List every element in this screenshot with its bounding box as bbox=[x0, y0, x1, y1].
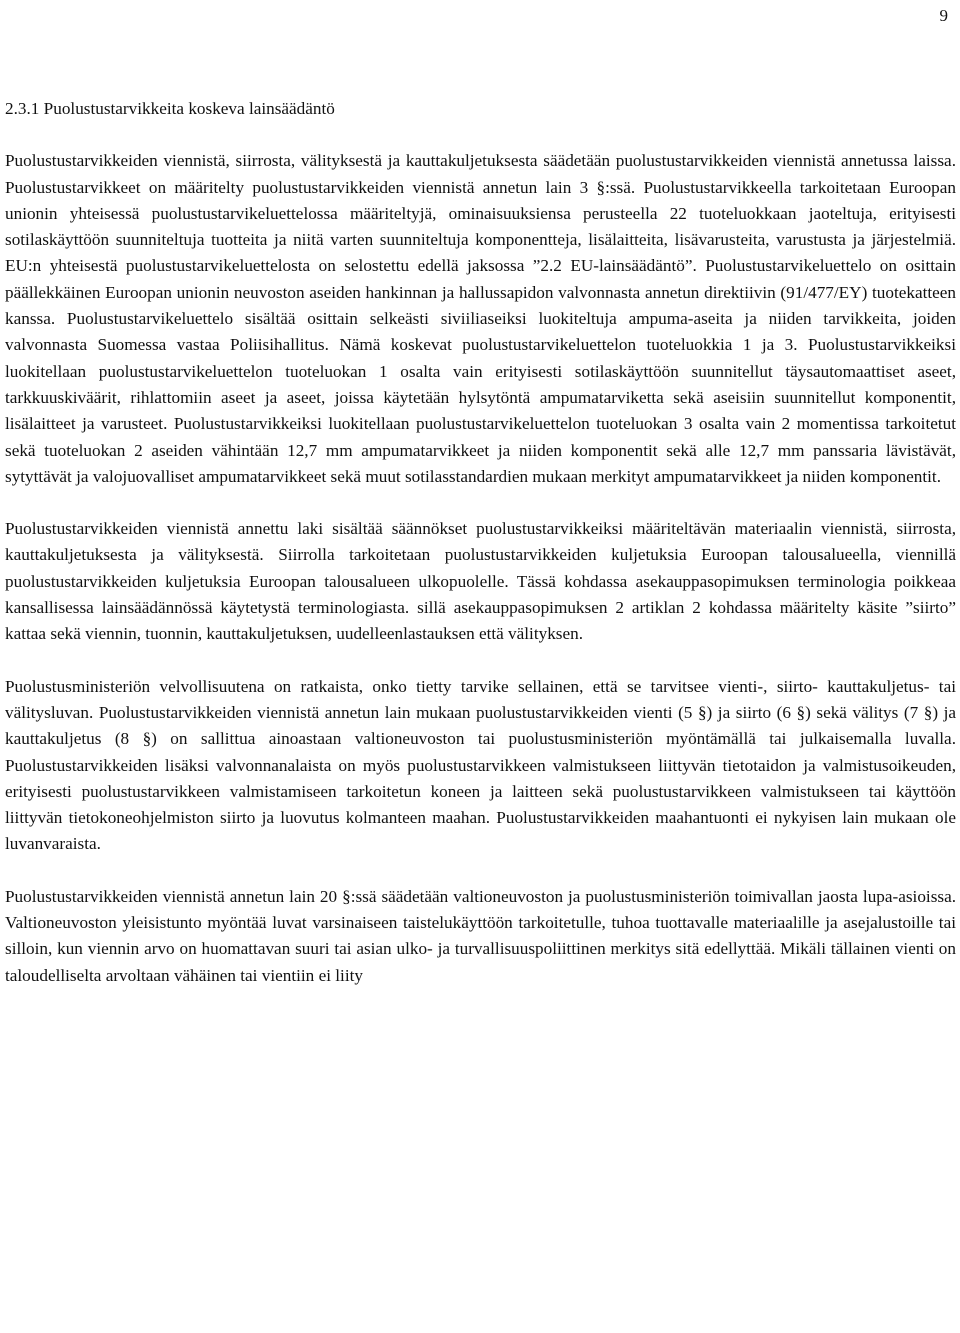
section-heading: 2.3.1 Puolustustarvikkeita koskeva lainsäädäntö bbox=[5, 99, 335, 118]
paragraph-1: Puolustustarvikkeiden viennistä, siirrosta, välityksestä ja kauttakuljetuksesta säädetään puolustustarvikkeiden viennistä annetussa laissa. Puolustustarvikkeet on määritelty puolustustarvikkeiden viennistä annetun lain 3 §:ssä. Puolustustarvikkeella tarkoitetaan Euroopan unionin yhteisessä puolustustarvikeluettelossa määriteltyjä, ominaisuuksiensa perusteella 22 tuoteluokkaan jaoteltuja, erityisesti sotilaskäyttöön suunniteltuja tuotteita ja niitä varten suunniteltuja komponentteja, lisälaitteita, lisävarusteita, varustusta ja järjestelmiä. EU:n yhteisestä puolustustarvikeluettelosta on selostettu edellä jaksossa ”2.2 EU-lainsäädäntö”. Puolustustarvikeluettelo on osittain päällekkäinen Euroopan unionin neuvoston aseiden hankinnan ja hallussapidon valvonnasta annetun direktiivin (91/477/EY) tuotekatteen kanssa. Puolustustarvikeluettelo sisältää osittain selkeästi siviiliaseiksi luokiteltuja ampuma-aseita ja niiden tarvikkeita, joiden valvonnasta Suomessa vastaa Poliisihallitus. Nämä koskevat puolustustarvikeluettelon tuoteluokkia 1 ja 3. Puolustustarvikkeiksi luokitellaan puolustustarvikeluettelon tuoteluokan 1 osalta vain erityisesti sotilaskäyttöön suunnitellut täysautomaattiset aseet, tarkkuuskiväärit, rihlattomiin aseet ja aseet, joissa käytetään hylsytöntä ampumatarviketta sekä aseisiin suunnitellut komponentit, lisälaitteet ja varusteet. Puolustustarvikkeiksi luokitellaan puolustustarvikeluettelon tuoteluokan 3 osalta vain 2 momentissa tarkoitetut sekä tuoteluokan 2 aseiden vähintään 12,7 mm ampumatarvikkeet ja niiden komponentit sekä alle 12,7 mm panssaria lävistävät, sytyttävät ja valojuovalliset ampumatarvikkeet sekä muut sotilasstandardien mukaan merkityt ampumatarvikkeet ja niiden komponentit. bbox=[5, 151, 956, 486]
document-body bbox=[0, 96, 960, 1015]
paragraph-2: Puolustustarvikkeiden viennistä annettu laki sisältää säännökset puolustustarvikkeiksi määriteltävän materiaalin viennistä, siirrosta, kauttakuljetuksesta ja välityksestä. Siirrolla tarkoitetaan puolustustarvikkeiden kuljetuksia Euroopan talousalueella, viennillä puolustustarvikkeiden kuljetuksia Euroopan talousalueen ulkopuolelle. Tässä kohdassa asekauppasopimuksen terminologia poikkeaa kansallisessa lainsäädännössä käytetystä terminologiasta. sillä asekauppasopimuksen 2 artiklan 2 kohdassa määritelty käsite ”siirto” kattaa sekä viennin, tuonnin, kauttakuljetuksen, uudelleenlastauksen että välityksen. bbox=[5, 519, 956, 644]
page-number: 9 bbox=[939, 6, 948, 25]
paragraph-4: Puolustustarvikkeiden viennistä annetun lain 20 §:ssä säädetään valtioneuvoston ja puolustusministeriön toimivallan jaosta lupa-asioissa. Valtioneuvoston yleisistunto myöntää luvat varsinaiseen taistelukäyttöön tarkoitetulle, tuhoa tuottavalle materiaalille ja asejalustoille tai silloin, kun viennin arvo on huomattavan suuri tai asian ulko- ja turvallisuuspoliittinen merkitys sitä edellyttää. Mikäli tällainen vienti on taloudelliselta arvoltaan vähäinen tai vientiin ei liity bbox=[5, 886, 956, 985]
paragraph-3: Puolustusministeriön velvollisuutena on ratkaista, onko tietty tarvike sellainen, että se tarvitsee vienti-, siirto- kauttakuljetus- tai välitysluvan. Puolustustarvikkeiden viennistä annetun lain mukaan puolustustarvikkeiden vienti (5 §) ja siirto (6 §) sekä välitys (7 §) ja kauttakuljetus (8 §) on sallittua ainoastaan valtioneuvoston tai puolustusministeriön myöntämällä tai julkaisemalla luvalla. Puolustustarvikkeiden lisäksi valvonnanalaista on myös puolustustarvikkeen valmistukseen liittyvän tietotaidon ja valmistusoikeuden, erityisesti puolustustarvikkeen valmistamiseen tarkoitetun koneen ja laitteen sekä puolustustarvikkeen valmistukseen tai käyttöön liittyvän tietokoneohjelmiston siirto ja luovutus kolmanteen maahan. Puolustustarvikkeiden maahantuonti ei nykyisen lain mukaan ole luvanvaraista. bbox=[5, 676, 956, 854]
